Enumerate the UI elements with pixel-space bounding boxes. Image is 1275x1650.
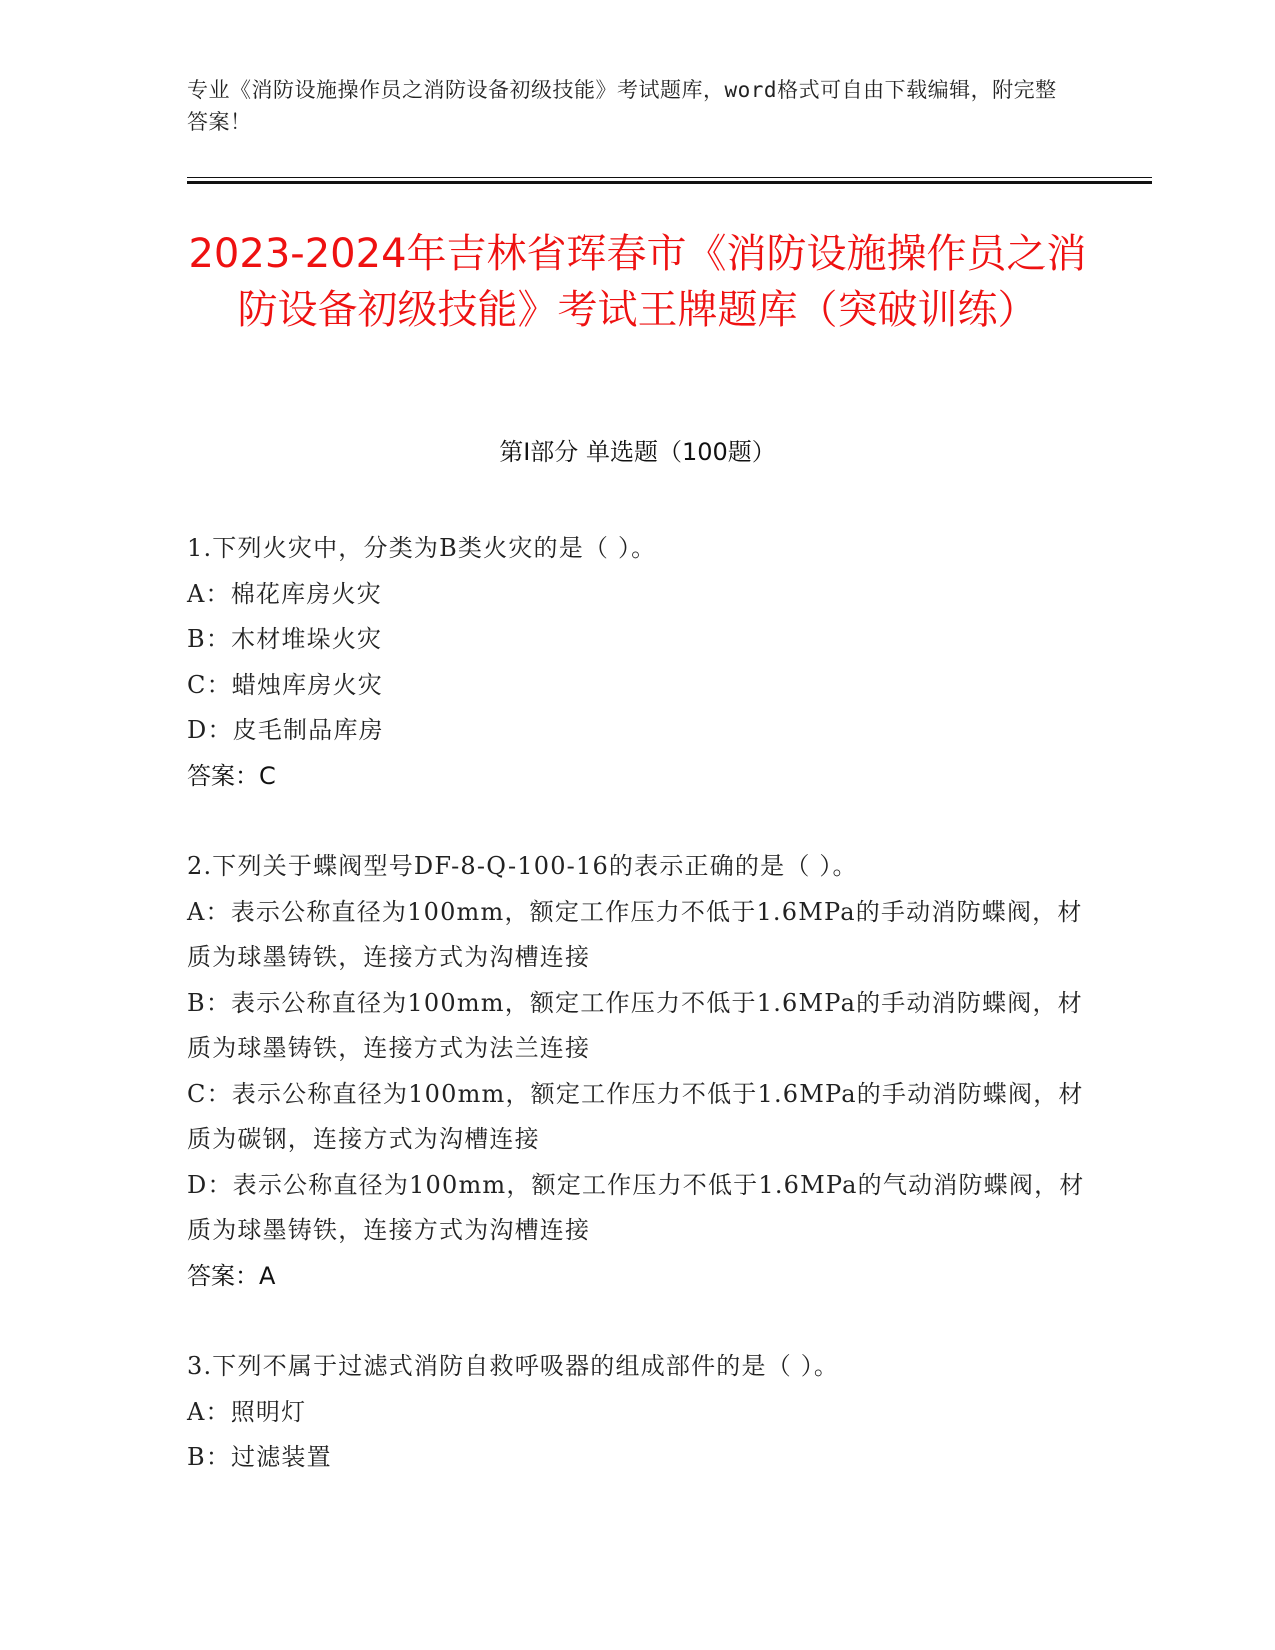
question-2 (187, 844, 1087, 1299)
question-list (187, 526, 1087, 1526)
option-b: B：木材堆垛火灾 (187, 625, 383, 653)
option-a: A：表示公称直径为100mm，额定工作压力不低于1.6MPa的手动消防蝶阀，材质为球墨铸铁，连接方式为沟槽连接 (187, 897, 1083, 971)
option-c: C：蜡烛库房火灾 (187, 670, 383, 699)
header-divider-thin (187, 177, 1152, 178)
option-c: C：表示公称直径为100mm，额定工作压力不低于1.6MPa的手动消防蝶阀，材质为碳钢，连接方式为沟槽连接 (187, 1079, 1084, 1153)
question-3 (187, 1344, 1087, 1481)
question-stem: 3.下列不属于过滤式消防自救呼吸器的组成部件的是（ ）。 (187, 1352, 840, 1380)
option-a: A：照明灯 (187, 1397, 307, 1426)
option-b: B：表示公称直径为100mm，额定工作压力不低于1.6MPa的手动消防蝶阀，材质为球墨铸铁，连接方式为法兰连接 (187, 988, 1083, 1062)
section-title: 第I部分 单选题（100题） (499, 438, 776, 466)
option-b: B：过滤装置 (187, 1443, 332, 1471)
option-d: D：皮毛制品库房 (187, 716, 384, 744)
answer: 答案：C (187, 761, 276, 790)
option-a: A：棉花库房火灾 (187, 579, 382, 608)
question-stem: 1.下列火灾中，分类为B类火灾的是（ ）。 (187, 534, 657, 562)
answer: 答案：A (187, 1261, 276, 1290)
header-divider-thick (187, 181, 1152, 184)
header-note: 专业《消防设施操作员之消防设备初级技能》考试题库，word格式可自由下载编辑，附完整答案！ (187, 78, 1057, 134)
question-stem: 2.下列关于蝶阀型号DF-8-Q-100-16的表示正确的是（ ）。 (187, 852, 858, 880)
option-d: D：表示公称直径为100mm，额定工作压力不低于1.6MPa的气动消防蝶阀，材质为球墨铸铁，连接方式为沟槽连接 (187, 1170, 1085, 1244)
document-title: 2023-2024年吉林省珲春市《消防设施操作员之消防设备初级技能》考试王牌题库（突破训练） (188, 231, 1087, 333)
question-1 (187, 526, 1087, 799)
